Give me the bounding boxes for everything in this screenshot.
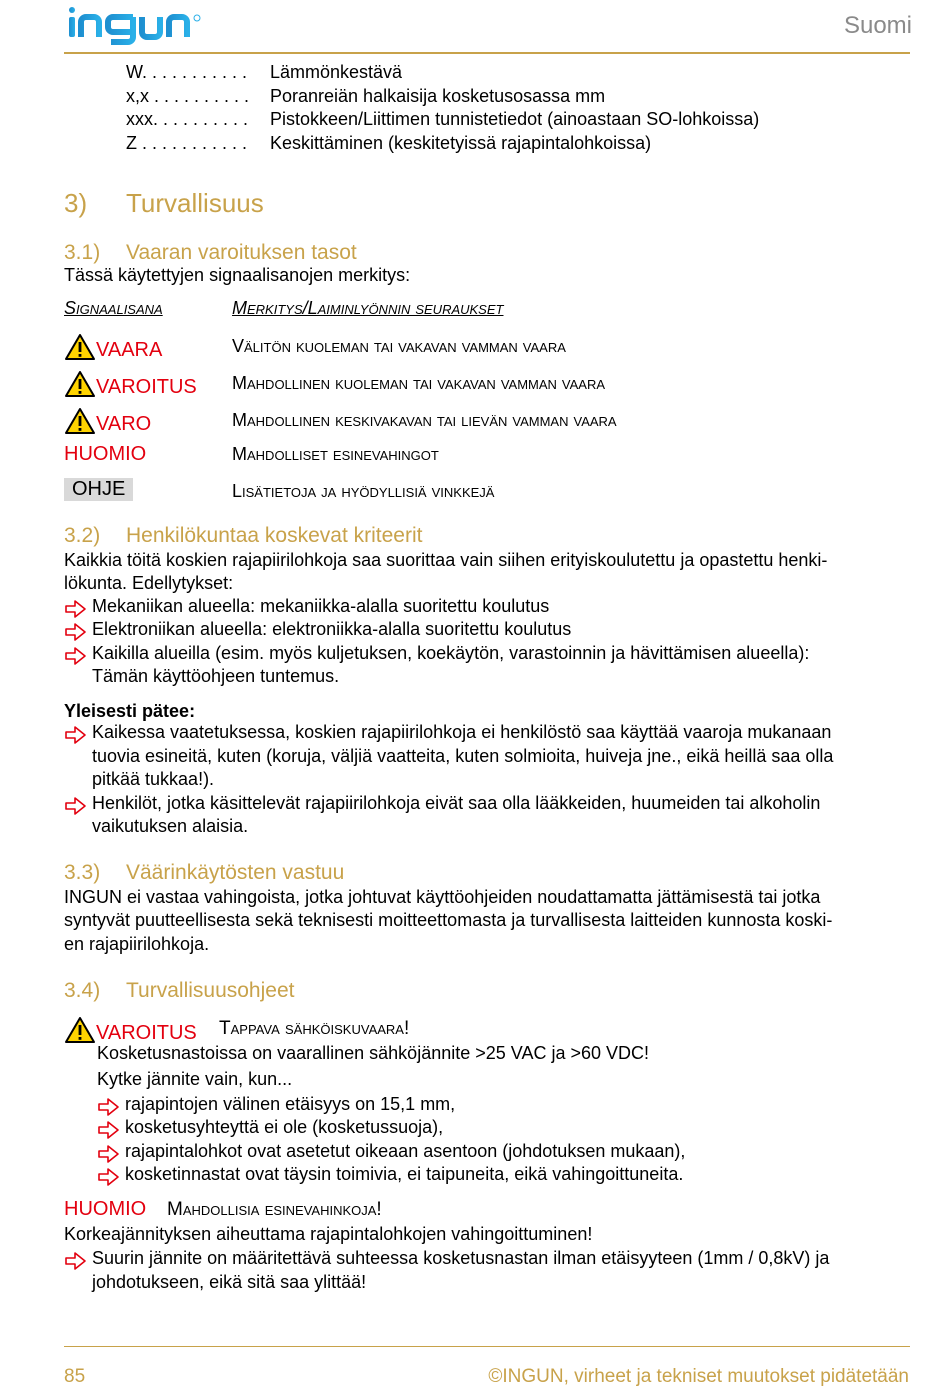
arrow-bullet-icon — [64, 598, 88, 620]
meaning-text: Lisätietoja ja hyödyllisiä vinkkejä — [232, 481, 495, 501]
meaning-text: Mahdollinen kuoleman tai vakavan vamman vaara — [232, 373, 606, 393]
meaning-text: Välitön kuoleman tai vakavan vamman vaara — [232, 336, 566, 356]
signal-vaara: VAARA — [64, 333, 162, 362]
arrow-bullet-icon — [97, 1096, 121, 1118]
abbr-value: Keskittäminen (keskitetyissä rajapintalohkoissa) — [270, 133, 652, 153]
section-number: 3.3) — [64, 861, 101, 884]
bullet-text: kosketusyhteyttä ei ole (kosketussuoja), — [125, 1117, 444, 1137]
intro-text: Tässä käytettyjen signaalisanojen merkitys: — [64, 265, 411, 285]
header-divider — [64, 52, 910, 54]
notice-title: Mahdollisia esinevahinkoja! — [167, 1199, 382, 1220]
warning-title: Tappava sähköiskuvaara! — [219, 1018, 410, 1039]
section-number: 3) — [64, 188, 88, 218]
copyright-text: ©INGUN, virheet ja tekniset muutokset pidätetään — [488, 1366, 909, 1387]
bullet-text: johdotukseen, eikä sitä saa ylittää! — [92, 1272, 367, 1292]
section-title: Vaaran varoituksen tasot — [126, 241, 357, 264]
bullet-text: tuovia esineitä, kuten (koruja, väljiä vaatteita, kuten solmioita, huiveja jne., eikä heillä saa olla — [92, 746, 834, 766]
notice-line: Korkeajännityksen aiheuttama rajapintalohkojen vahingoittuminen! — [64, 1224, 593, 1244]
arrow-bullet-icon — [64, 1250, 88, 1272]
bullet-text: Tämän käyttöohjeen tuntemus. — [92, 666, 340, 686]
bullet-text: pitkää tukkaa!). — [92, 769, 215, 789]
abbr-value: Lämmönkestävä — [270, 62, 403, 82]
arrow-bullet-icon — [64, 645, 88, 667]
arrow-bullet-icon — [64, 724, 88, 746]
warning-triangle-icon — [64, 1016, 96, 1044]
warning-triangle-icon — [64, 370, 96, 398]
arrow-bullet-icon — [64, 795, 88, 817]
abbr-value: Poranreiän halkaisija kosketusosassa mm — [270, 86, 606, 106]
section-title: Turvallisuus — [126, 188, 264, 218]
column-header-signal: Signaalisana — [64, 298, 163, 318]
arrow-bullet-icon — [64, 621, 88, 643]
signal-huomio: HUOMIO — [64, 443, 147, 465]
meaning-text: Mahdolliset esinevahingot — [232, 444, 439, 464]
bullet-text: Elektroniikan alueella: elektroniikka-alalla suoritettu koulutus — [92, 619, 572, 639]
warning-line: Kytke jännite vain, kun... — [97, 1069, 293, 1089]
signal-varo: VARO — [64, 407, 151, 436]
arrow-bullet-icon — [97, 1119, 121, 1141]
ingun-logo — [67, 4, 227, 48]
section-title: Turvallisuusohjeet — [126, 979, 295, 1002]
bullet-text: vaikutuksen alaisia. — [92, 816, 249, 836]
footer-divider — [64, 1346, 910, 1347]
signal-ohje: OHJE — [64, 478, 133, 501]
abbr-key: x,x . . . . . . . . . . — [126, 86, 250, 106]
general-label: Yleisesti pätee: — [64, 701, 196, 721]
section-title: Väärinkäytösten vastuu — [126, 861, 345, 884]
abbr-key: W. . . . . . . . . . . — [126, 62, 248, 82]
paragraph-line: INGUN ei vastaa vahingoista, jotka johtuvat käyttöohjeiden noudattamatta jättämisestä tai jotka — [64, 887, 821, 907]
column-header-meaning: Merkitys/Laiminlyönnin seuraukset — [232, 298, 504, 318]
section-3-2-heading — [64, 524, 422, 548]
arrow-bullet-icon — [97, 1143, 121, 1165]
bullet-text: kosketinnastat ovat täysin toimivia, ei taipuneita, eikä vahingoittuneita. — [125, 1164, 684, 1184]
page-number: 85 — [64, 1366, 86, 1387]
signal-varoitus: VAROITUS — [64, 1016, 197, 1045]
section-title: Henkilökuntaa koskevat kriteerit — [126, 524, 423, 547]
bullet-text: Kaikessa vaatetuksessa, koskien rajapiirilohkoja ei henkilöstö saa käyttää vaaroja mukanaan — [92, 722, 832, 742]
signal-huomio: HUOMIO — [64, 1198, 147, 1220]
abbr-value: Pistokkeen/Liittimen tunnistetiedot (ainoastaan SO-lohkoissa) — [270, 109, 760, 129]
paragraph-line: lökunta. Edellytykset: — [64, 573, 234, 593]
warning-triangle-icon — [64, 333, 96, 361]
section-3-4-heading — [64, 979, 294, 1003]
signal-varoitus: VAROITUS — [64, 370, 197, 399]
paragraph-line: en rajapiirilohkoja. — [64, 934, 210, 954]
bullet-text: Kaikilla alueilla (esim. myös kuljetuksen, koekäytön, varastoinnin ja hävittämisen alueella): — [92, 643, 810, 663]
paragraph-line: syntyvät puutteellisesta sekä teknisesti moitteettomasta ja turvallisesta laitteiden kunnosta koski- — [64, 910, 833, 930]
section-number: 3.2) — [64, 524, 101, 547]
bullet-text: Suurin jännite on määritettävä suhteessa kosketusnastan ilman etäisyyteen (1mm / 0,8kV) ja — [92, 1248, 830, 1268]
bullet-text: rajapintalohkot ovat asetetut oikeaan asentoon (johdotuksen mukaan), — [125, 1141, 686, 1161]
abbr-key: Z . . . . . . . . . . . — [126, 133, 248, 153]
language-label: Suomi — [843, 12, 912, 39]
warning-triangle-icon — [64, 407, 96, 435]
section-number: 3.4) — [64, 979, 101, 1002]
bullet-text: rajapintojen välinen etäisyys on 15,1 mm, — [125, 1094, 456, 1114]
arrow-bullet-icon — [97, 1166, 121, 1188]
section-3-heading — [64, 188, 264, 219]
section-3-1-heading — [64, 241, 357, 265]
paragraph-line: Kaikkia töitä koskien rajapiirilohkoja saa suorittaa vain siihen erityiskoulutettu ja opastettu henki- — [64, 550, 828, 570]
bullet-text: Mekaniikan alueella: mekaniikka-alalla suoritettu koulutus — [92, 596, 550, 616]
warning-line: Kosketusnastoissa on vaarallinen sähköjännite >25 VAC ja >60 VDC! — [97, 1043, 649, 1063]
meaning-text: Mahdollinen keskivakavan tai lievän vamman vaara — [232, 410, 617, 430]
abbr-key: xxx. . . . . . . . . . — [126, 109, 249, 129]
bullet-text: Henkilöt, jotka käsittelevät rajapiirilohkoja eivät saa olla lääkkeiden, huumeiden tai alkoholin — [92, 793, 821, 813]
section-3-3-heading — [64, 861, 344, 885]
section-number: 3.1) — [64, 241, 101, 264]
